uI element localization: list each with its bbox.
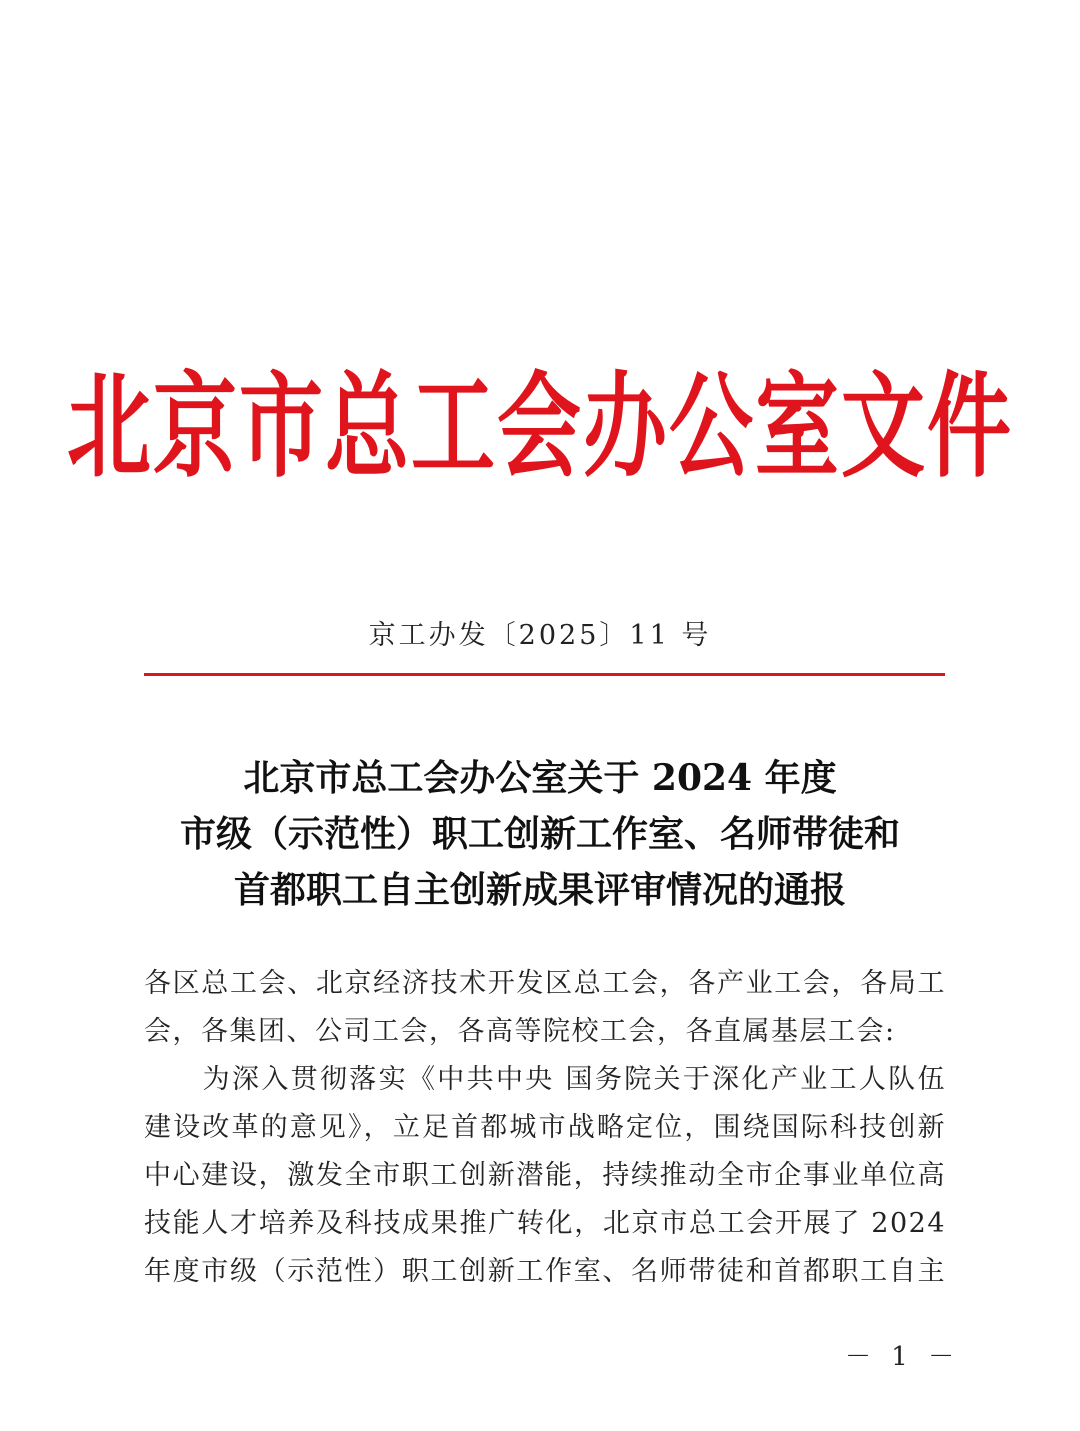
- page-number: － 1 －: [845, 1342, 961, 1372]
- document-masthead: 北京市总工会办公室文件: [66, 360, 1013, 493]
- body-line-2: 会，各集团、公司工会，各高等院校工会，各直属基层工会:: [144, 1016, 896, 1047]
- body-line-7: 年度市级（示范性）职工创新工作室、名师带徒和首都职工自主: [144, 1256, 946, 1287]
- body-line-5: 中心建设，激发全市职工创新潜能，持续推动全市企事业单位高: [144, 1160, 946, 1191]
- red-divider-line: [144, 673, 945, 676]
- title-line-2: 市级（示范性）职工创新工作室、名师带徒和: [179, 813, 900, 855]
- body-line-3: 为深入贯彻落实《中共中央 国务院关于深化产业工人队伍: [144, 1064, 946, 1095]
- body-line-4: 建设改革的意见》，立足首都城市战略定位，围绕国际科技创新: [144, 1112, 946, 1143]
- document-number: 京工办发〔2025〕11 号: [368, 620, 712, 651]
- document-title: [120, 750, 960, 918]
- body-line-6: 技能人才培养及科技成果推广转化，北京市总工会开展了 2024: [144, 1208, 946, 1239]
- body-line-1: 各区总工会、北京经济技术开发区总工会，各产业工会，各局工: [144, 968, 946, 999]
- title-line-1: 北京市总工会办公室关于 2024 年度: [243, 757, 837, 799]
- title-line-3: 首都职工自主创新成果评审情况的通报: [233, 869, 846, 911]
- document-body: [144, 960, 946, 1296]
